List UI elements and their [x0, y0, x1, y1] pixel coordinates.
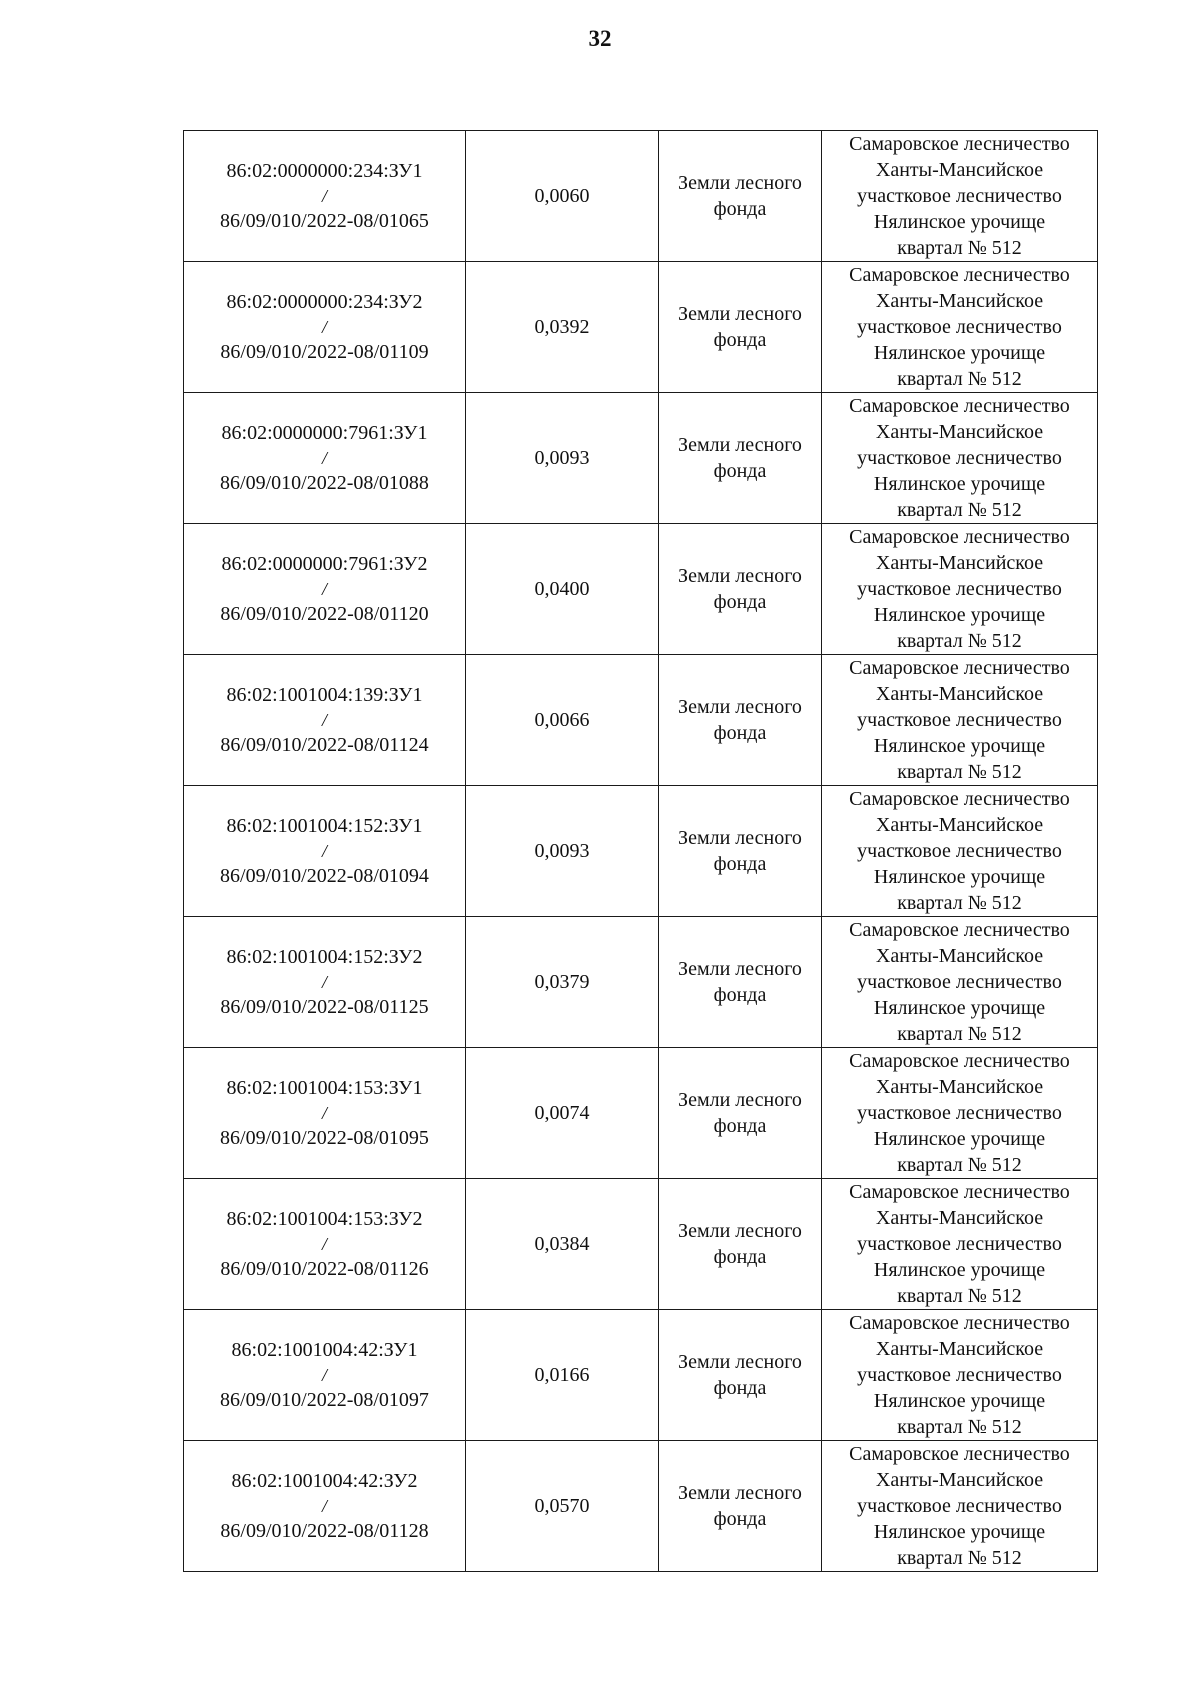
parcel-id-cell: [184, 786, 466, 917]
district-name: Ханты-Мансийское: [875, 290, 1044, 312]
tract-name: Нялинское урочище: [873, 997, 1046, 1019]
land-category-cell: [659, 1310, 822, 1441]
cadastral-number: 86:02:1001004:152:ЗУ1: [226, 815, 423, 837]
sub-forestry-name: участковое лесничество: [857, 578, 1062, 600]
tract-name: Нялинское урочище: [873, 604, 1046, 626]
table-body: [184, 131, 1098, 1572]
sub-forestry-name: участковое лесничество: [857, 840, 1062, 862]
forestry-name: Самаровское лесничество: [849, 395, 1070, 417]
location-cell: [822, 786, 1098, 917]
table-row: [184, 917, 1098, 1048]
parcel-id-cell: [184, 1179, 466, 1310]
district-name: Ханты-Мансийское: [875, 683, 1044, 705]
land-category-line-1: Земли лесного: [678, 565, 802, 587]
parcel-id-cell: [184, 131, 466, 262]
quarter-number: квартал № 512: [897, 1547, 1022, 1569]
id-separator: /: [321, 579, 327, 599]
registry-number: 86/09/010/2022-08/01128: [220, 1520, 429, 1542]
land-category-cell: [659, 131, 822, 262]
area-cell: [466, 131, 659, 262]
registry-number: 86/09/010/2022-08/01097: [220, 1389, 429, 1411]
table-row: [184, 1048, 1098, 1179]
area-value: 0,0570: [534, 1495, 590, 1517]
cadastral-number: 86:02:1001004:153:ЗУ1: [226, 1077, 423, 1099]
registry-number: 86/09/010/2022-08/01095: [220, 1127, 429, 1149]
id-separator: /: [321, 1234, 327, 1254]
tract-name: Нялинское урочище: [873, 1521, 1046, 1543]
registry-number: 86/09/010/2022-08/01125: [220, 996, 429, 1018]
page-number: 32: [588, 26, 612, 51]
area-value: 0,0379: [534, 971, 590, 993]
sub-forestry-name: участковое лесничество: [857, 447, 1062, 469]
land-category-line-2: фонда: [713, 329, 767, 351]
sub-forestry-name: участковое лесничество: [857, 1495, 1062, 1517]
land-category-line-1: Земли лесного: [678, 1351, 802, 1373]
tract-name: Нялинское урочище: [873, 866, 1046, 888]
district-name: Ханты-Мансийское: [875, 945, 1044, 967]
sub-forestry-name: участковое лесничество: [857, 1102, 1062, 1124]
registry-number: 86/09/010/2022-08/01109: [220, 341, 429, 363]
land-category-line-2: фонда: [713, 1508, 767, 1530]
registry-number: 86/09/010/2022-08/01094: [220, 865, 429, 887]
land-category-line-2: фонда: [713, 1377, 767, 1399]
cadastral-number: 86:02:1001004:42:ЗУ1: [231, 1339, 418, 1361]
registry-number: 86/09/010/2022-08/01088: [220, 472, 429, 494]
district-name: Ханты-Мансийское: [875, 1338, 1044, 1360]
location-cell: [822, 1179, 1098, 1310]
land-category-line-1: Земли лесного: [678, 1482, 802, 1504]
land-category-cell: [659, 393, 822, 524]
quarter-number: квартал № 512: [897, 1416, 1022, 1438]
parcel-id-cell: [184, 917, 466, 1048]
quarter-number: квартал № 512: [897, 368, 1022, 390]
parcel-id-cell: [184, 1441, 466, 1572]
parcel-id-cell: [184, 1048, 466, 1179]
location-cell: [822, 131, 1098, 262]
cadastral-number: 86:02:0000000:7961:ЗУ1: [221, 422, 428, 444]
location-cell: [822, 1048, 1098, 1179]
district-name: Ханты-Мансийское: [875, 1207, 1044, 1229]
area-cell: [466, 1179, 659, 1310]
sub-forestry-name: участковое лесничество: [857, 1233, 1062, 1255]
quarter-number: квартал № 512: [897, 1023, 1022, 1045]
sub-forestry-name: участковое лесничество: [857, 709, 1062, 731]
table-row: [184, 1179, 1098, 1310]
location-cell: [822, 524, 1098, 655]
forestry-name: Самаровское лесничество: [849, 1181, 1070, 1203]
quarter-number: квартал № 512: [897, 499, 1022, 521]
land-category-line-1: Земли лесного: [678, 958, 802, 980]
area-value: 0,0166: [534, 1364, 590, 1386]
cadastral-number: 86:02:1001004:139:ЗУ1: [226, 684, 423, 706]
area-value: 0,0400: [534, 578, 590, 600]
forestry-name: Самаровское лесничество: [849, 133, 1070, 155]
area-value: 0,0093: [534, 447, 590, 469]
land-category-line-1: Земли лесного: [678, 172, 802, 194]
tract-name: Нялинское урочище: [873, 1390, 1046, 1412]
land-category-cell: [659, 524, 822, 655]
area-cell: [466, 786, 659, 917]
cadastral-number: 86:02:1001004:42:ЗУ2: [231, 1470, 418, 1492]
land-category-line-2: фонда: [713, 1115, 767, 1137]
table-row: [184, 1310, 1098, 1441]
forestry-name: Самаровское лесничество: [849, 264, 1070, 286]
land-category-cell: [659, 1048, 822, 1179]
id-separator: /: [321, 186, 327, 206]
area-cell: [466, 262, 659, 393]
land-category-cell: [659, 917, 822, 1048]
area-cell: [466, 1310, 659, 1441]
registry-number: 86/09/010/2022-08/01065: [220, 210, 429, 232]
area-cell: [466, 655, 659, 786]
quarter-number: квартал № 512: [897, 237, 1022, 259]
land-category-line-2: фонда: [713, 853, 767, 875]
parcel-id-cell: [184, 524, 466, 655]
land-category-line-1: Земли лесного: [678, 1089, 802, 1111]
quarter-number: квартал № 512: [897, 1285, 1022, 1307]
id-separator: /: [321, 448, 327, 468]
tract-name: Нялинское урочище: [873, 473, 1046, 495]
land-category-line-2: фонда: [713, 984, 767, 1006]
area-value: 0,0066: [534, 709, 590, 731]
id-separator: /: [321, 1365, 327, 1385]
forestry-name: Самаровское лесничество: [849, 1312, 1070, 1334]
parcel-id-cell: [184, 393, 466, 524]
cadastral-number: 86:02:1001004:152:ЗУ2: [226, 946, 423, 968]
sub-forestry-name: участковое лесничество: [857, 1364, 1062, 1386]
land-category-line-1: Земли лесного: [678, 303, 802, 325]
cadastral-number: 86:02:0000000:234:ЗУ2: [226, 291, 423, 313]
land-category-line-2: фонда: [713, 460, 767, 482]
quarter-number: квартал № 512: [897, 761, 1022, 783]
land-category-line-2: фонда: [713, 722, 767, 744]
forestry-name: Самаровское лесничество: [849, 1443, 1070, 1465]
location-cell: [822, 262, 1098, 393]
area-value: 0,0074: [534, 1102, 590, 1124]
area-value: 0,0392: [534, 316, 590, 338]
land-category-line-1: Земли лесного: [678, 696, 802, 718]
district-name: Ханты-Мансийское: [875, 1076, 1044, 1098]
forestry-name: Самаровское лесничество: [849, 919, 1070, 941]
quarter-number: квартал № 512: [897, 892, 1022, 914]
location-cell: [822, 655, 1098, 786]
land-category-cell: [659, 786, 822, 917]
table-row: [184, 1441, 1098, 1572]
registry-number: 86/09/010/2022-08/01124: [220, 734, 429, 756]
table-row: [184, 393, 1098, 524]
tract-name: Нялинское урочище: [873, 211, 1046, 233]
forestry-name: Самаровское лесничество: [849, 526, 1070, 548]
land-category-line-2: фонда: [713, 198, 767, 220]
forestry-name: Самаровское лесничество: [849, 788, 1070, 810]
district-name: Ханты-Мансийское: [875, 1469, 1044, 1491]
land-category-cell: [659, 655, 822, 786]
cadastral-number: 86:02:0000000:7961:ЗУ2: [221, 553, 428, 575]
land-category-cell: [659, 1441, 822, 1572]
district-name: Ханты-Мансийское: [875, 421, 1044, 443]
id-separator: /: [321, 841, 327, 861]
land-category-cell: [659, 1179, 822, 1310]
table-row: [184, 786, 1098, 917]
land-category-cell: [659, 262, 822, 393]
district-name: Ханты-Мансийское: [875, 814, 1044, 836]
land-category-line-1: Земли лесного: [678, 434, 802, 456]
registry-number: 86/09/010/2022-08/01126: [220, 1258, 429, 1280]
area-cell: [466, 393, 659, 524]
area-cell: [466, 917, 659, 1048]
id-separator: /: [321, 972, 327, 992]
parcel-id-cell: [184, 655, 466, 786]
sub-forestry-name: участковое лесничество: [857, 316, 1062, 338]
table-row: [184, 655, 1098, 786]
district-name: Ханты-Мансийское: [875, 159, 1044, 181]
forestry-name: Самаровское лесничество: [849, 657, 1070, 679]
id-separator: /: [321, 1496, 327, 1516]
cadastral-number: 86:02:0000000:234:ЗУ1: [226, 160, 423, 182]
quarter-number: квартал № 512: [897, 630, 1022, 652]
location-cell: [822, 393, 1098, 524]
land-category-line-1: Земли лесного: [678, 1220, 802, 1242]
land-category-line-1: Земли лесного: [678, 827, 802, 849]
location-cell: [822, 1441, 1098, 1572]
quarter-number: квартал № 512: [897, 1154, 1022, 1176]
area-cell: [466, 1441, 659, 1572]
area-cell: [466, 1048, 659, 1179]
registry-number: 86/09/010/2022-08/01120: [220, 603, 429, 625]
sub-forestry-name: участковое лесничество: [857, 971, 1062, 993]
location-cell: [822, 917, 1098, 1048]
area-value: 0,0093: [534, 840, 590, 862]
tract-name: Нялинское урочище: [873, 1259, 1046, 1281]
area-value: 0,0060: [534, 185, 590, 207]
id-separator: /: [321, 317, 327, 337]
tract-name: Нялинское урочище: [873, 735, 1046, 757]
cadastral-number: 86:02:1001004:153:ЗУ2: [226, 1208, 423, 1230]
table-row: [184, 262, 1098, 393]
parcel-id-cell: [184, 1310, 466, 1441]
table-row: [184, 131, 1098, 262]
tract-name: Нялинское урочище: [873, 342, 1046, 364]
id-separator: /: [321, 710, 327, 730]
forestry-name: Самаровское лесничество: [849, 1050, 1070, 1072]
sub-forestry-name: участковое лесничество: [857, 185, 1062, 207]
id-separator: /: [321, 1103, 327, 1123]
table-row: [184, 524, 1098, 655]
district-name: Ханты-Мансийское: [875, 552, 1044, 574]
land-category-line-2: фонда: [713, 1246, 767, 1268]
tract-name: Нялинское урочище: [873, 1128, 1046, 1150]
location-cell: [822, 1310, 1098, 1441]
land-category-line-2: фонда: [713, 591, 767, 613]
land-parcels-table: [183, 130, 1098, 1572]
parcel-id-cell: [184, 262, 466, 393]
area-cell: [466, 524, 659, 655]
area-value: 0,0384: [534, 1233, 590, 1255]
